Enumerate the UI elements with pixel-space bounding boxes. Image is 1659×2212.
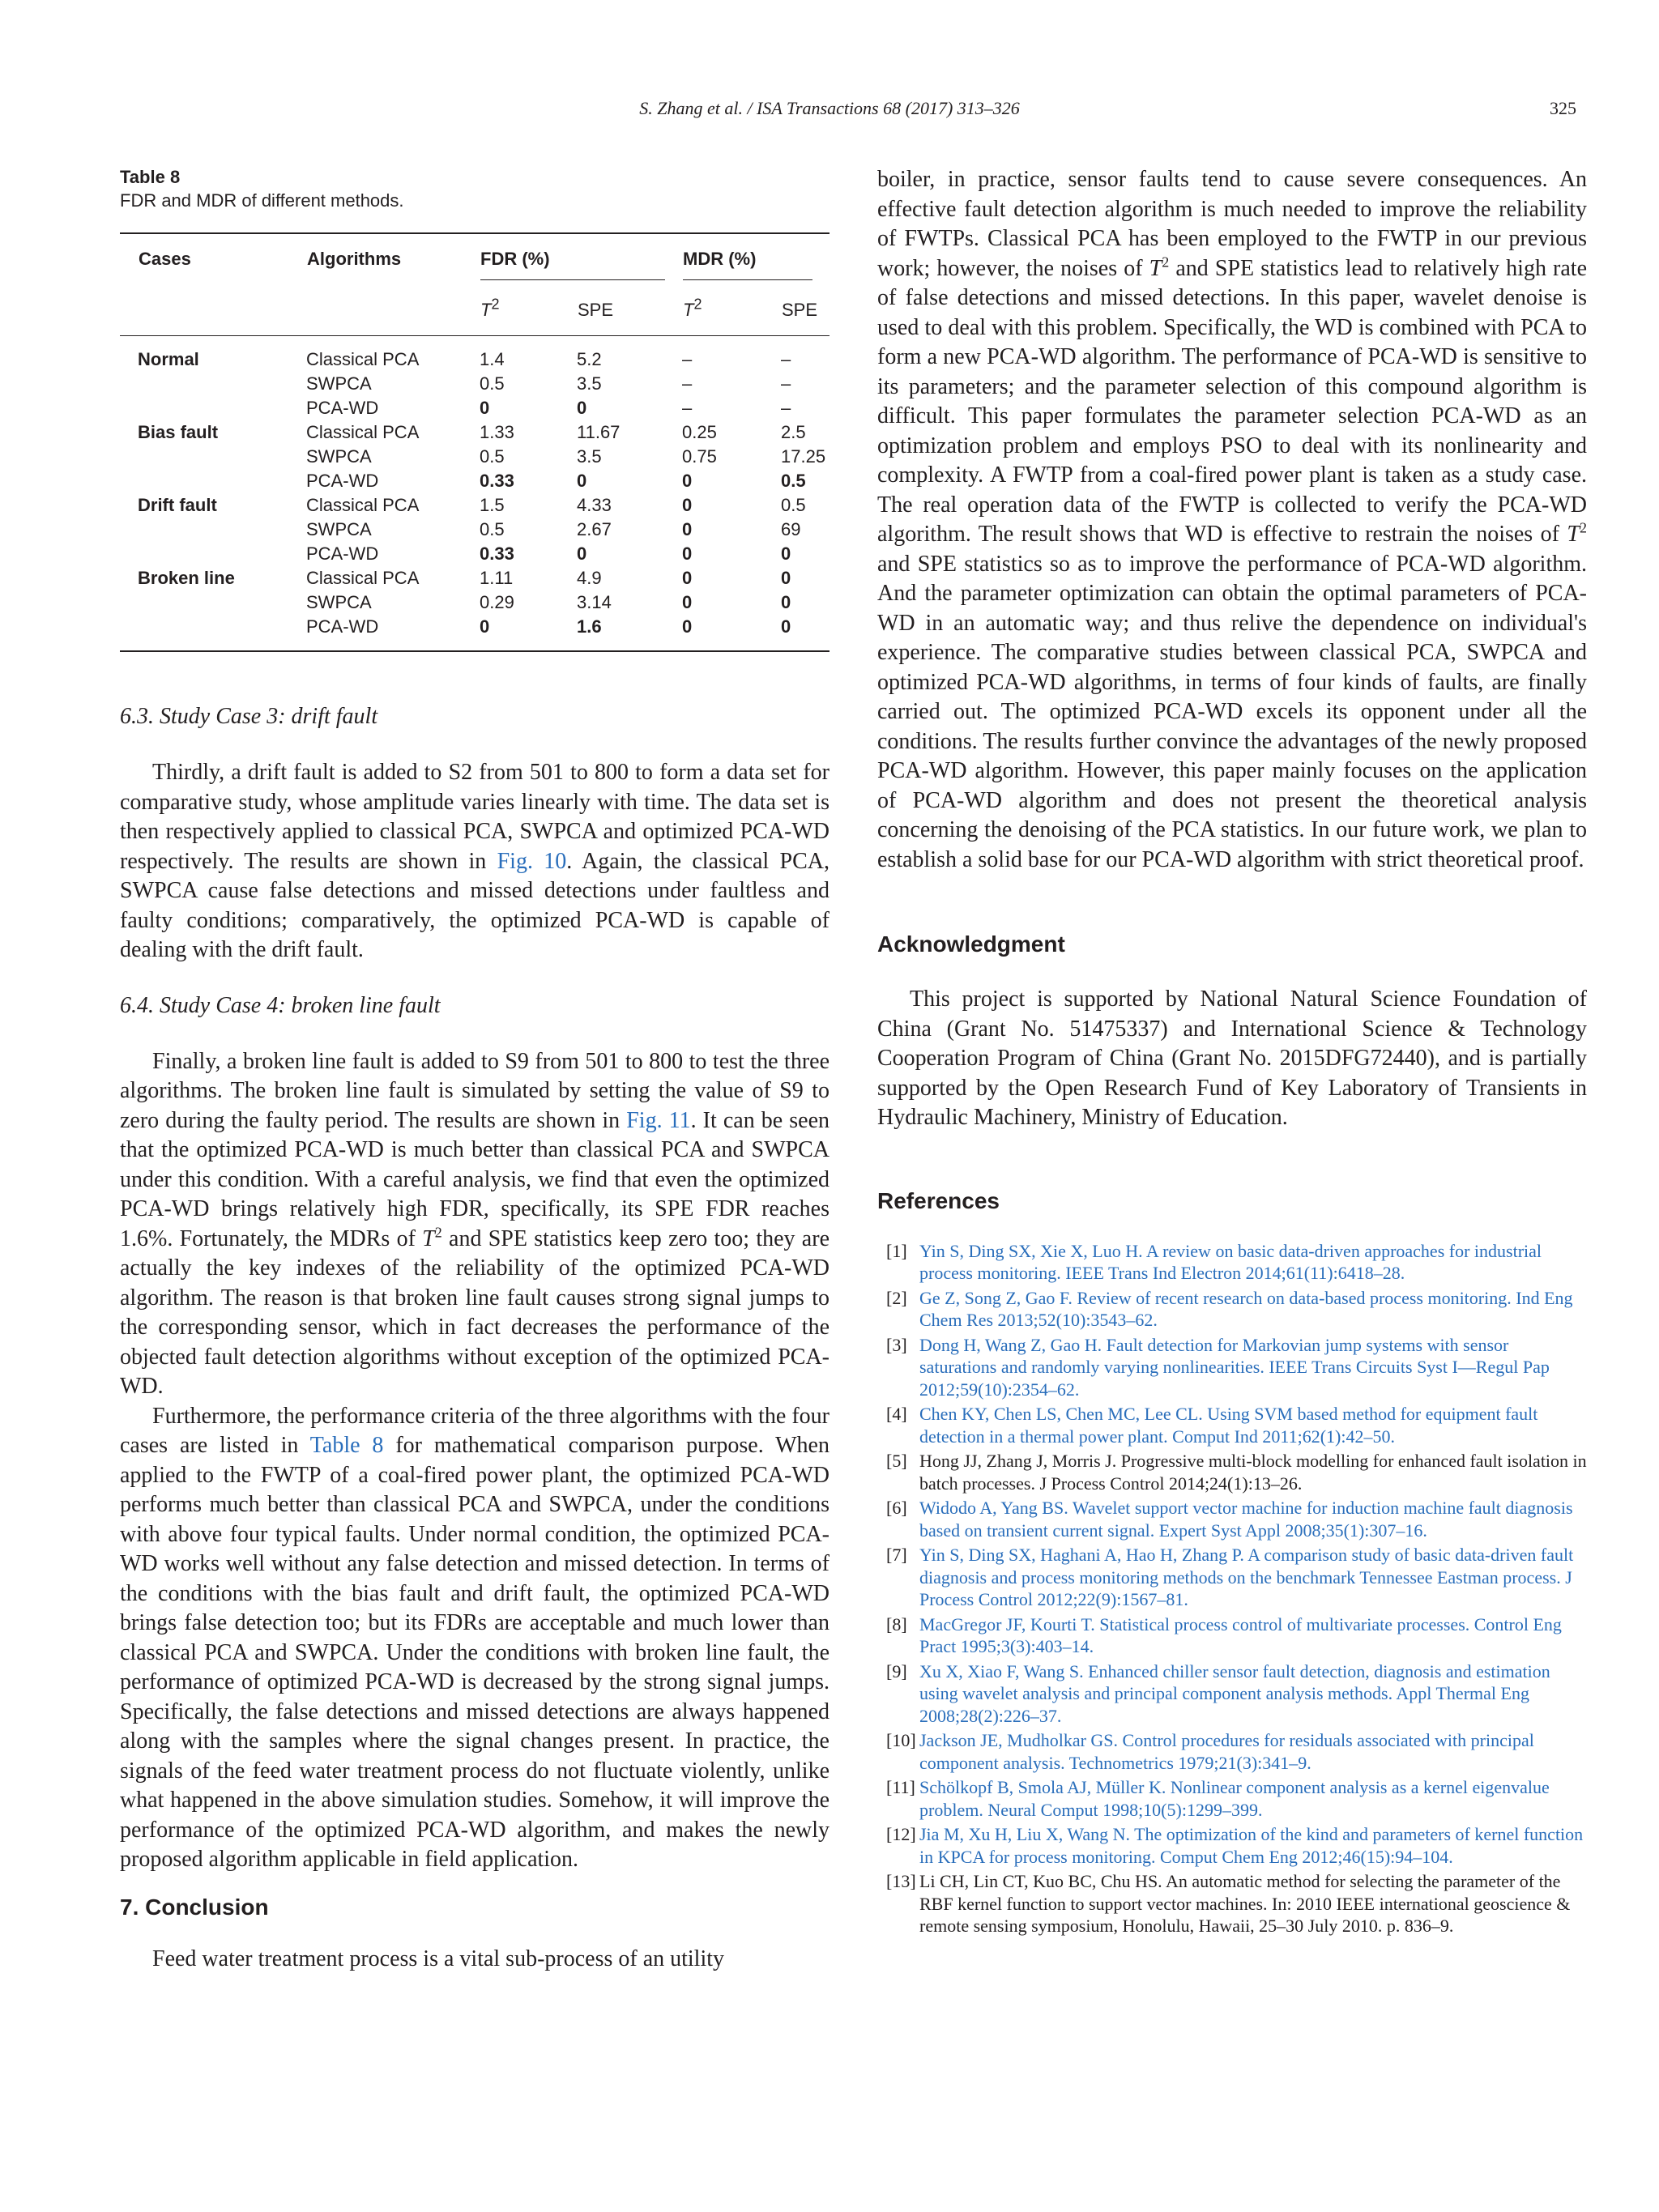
table-caption [120,165,830,212]
reference-number: [11] [886,1777,915,1797]
col-header-mdr-spe: SPE [781,288,830,336]
cell-fdr-t2: 0.29 [480,592,514,612]
cell-fdr-t2: 0.33 [480,471,514,491]
cell-fdr-t2: 0.5 [480,373,505,394]
acknowledgment-text: This project is supported by National Natural Science Foundation of China (Grant No. 51475337) and International Science & Technology Cooperation Program of China (Grant No. 2015DFG72440), and is partially supported by the Open Research Fund of Key Laboratory of Transients in Hydraulic Machinery, Ministry of Education. [877,987,1587,1130]
reference-number: [8] [886,1613,907,1634]
reference-text[interactable]: MacGregor JF, Kourti T. Statistical process control of multivariate processes. Control Eng Pract 1995;3(3):403–14. [919,1613,1562,1656]
fig-10-link[interactable]: Fig. 10 [497,848,567,874]
cell-fdr-t2: 0.5 [480,519,505,539]
reference-number: [13] [886,1871,916,1891]
cell-mdr-t2: 0.75 [682,446,717,467]
cell-case [138,396,306,420]
table-row [120,396,830,420]
cell-mdr-spe: 0 [781,543,791,564]
reference-item [877,1823,1587,1868]
reference-text[interactable]: Schölkopf B, Smola AJ, Müller K. Nonlinear component analysis as a kernel eigenvalue problem. Neural Comput 1998;10(5):1299–399. [919,1777,1550,1820]
cell-alg: Classical PCA [306,349,420,369]
reference-item [877,1240,1587,1285]
cell-mdr-t2: – [682,349,693,369]
reference-item [877,1334,1587,1401]
cell-mdr-spe: – [781,398,791,418]
results-table [120,232,830,652]
cell-fdr-t2: 0 [480,398,490,418]
cell-alg: Classical PCA [306,422,420,442]
cell-mdr-t2: 0.25 [682,422,717,442]
table-row [120,542,830,566]
reference-text[interactable]: Yin S, Ding SX, Haghani A, Hao H, Zhang P. A comparison study of basic data-driven fault diagnosis and process monitoring methods on the benchmark Tennessee Eastman process. J Process Control 2012;22(9):1567–81. [919,1545,1574,1609]
cell-alg: SWPCA [306,519,372,539]
reference-item [877,1403,1587,1447]
cell-fdr-t2: 1.4 [480,349,505,369]
col-header-fdr: FDR (%) [480,233,682,288]
cell-fdr-spe: 0 [577,398,587,418]
reference-text[interactable]: Chen KY, Chen LS, Chen MC, Lee CL. Using SVM based method for equipment fault detection in a thermal power plant. Comput Ind 2011;62(1):42–50. [919,1404,1538,1447]
cell-alg: PCA-WD [306,398,379,418]
cell-mdr-spe: 0 [781,615,830,651]
cell-case [138,372,306,396]
reference-item [877,1660,1587,1728]
section-6-3-paragraph: Thirdly, a drift fault is added to S2 from 501 to 800 to form a data set for comparative study, whose amplitude varies linearly with time. The data set is then respectively applied to classical PCA, SWPCA and optimized PCA-WD respectively. The results are shown in Fig. 10. Again, the classical PCA, SWPCA cause false detections and missed detections under faultless and faulty conditions; comparatively, the optimized PCA-WD is capable of dealing with the drift fault. [120,760,830,962]
cell-fdr-spe: 3.5 [577,373,602,394]
reference-number: [7] [886,1545,907,1565]
running-title: S. Zhang et al. / ISA Transactions 68 (2017) 313–326 [639,98,1020,118]
reference-text[interactable]: Xu X, Xiao F, Wang S. Enhanced chiller sensor fault detection, diagnosis and estimation using wavelet analysis and principal component analysis methods. Appl Thermal Eng 2008;28(2):226–37. [919,1660,1550,1726]
cell-case [138,542,306,566]
cell-mdr-spe: 2.5 [781,422,806,442]
cell-mdr-spe: 0.5 [781,495,806,515]
cell-fdr-t2: 1.33 [480,422,514,442]
cell-mdr-spe: 17.25 [781,446,826,467]
cell-mdr-spe: 69 [781,519,801,539]
cell-mdr-spe: – [781,349,791,369]
cell-mdr-t2: 0 [682,615,781,651]
cell-mdr-t2: – [682,398,693,418]
table-row [120,566,830,590]
cell-fdr-spe: 3.5 [577,446,602,467]
reference-number: [10] [886,1730,916,1750]
cell-fdr-t2: 1.11 [480,568,514,588]
cell-mdr-t2: – [682,373,693,394]
cell-case [138,518,306,542]
cell-mdr-t2: 0 [682,495,693,515]
cell-fdr-t2: 0 [480,615,577,651]
cell-mdr-t2: 0 [682,592,693,612]
references-list [877,1240,1587,1937]
table-row [120,518,830,542]
reference-number: [1] [886,1240,907,1261]
cell-alg: Classical PCA [306,568,420,588]
section-7-heading: 7. Conclusion [120,1894,269,1920]
cell-alg: SWPCA [306,592,372,612]
cell-alg: PCA-WD [306,471,379,491]
reference-number: [9] [886,1660,907,1681]
fig-11-link[interactable]: Fig. 11 [626,1107,691,1133]
cell-case: Broken line [138,568,235,588]
cell-case [138,445,306,469]
cell-case [138,590,306,615]
cell-alg: PCA-WD [306,543,379,564]
cell-mdr-spe: 0 [781,592,791,612]
cell-fdr-spe: 2.67 [577,519,612,539]
cell-mdr-t2: 0 [682,568,693,588]
cell-fdr-spe: 11.67 [577,422,621,442]
cell-fdr-spe: 4.9 [577,568,602,588]
reference-item [877,1729,1587,1774]
cell-case [138,469,306,493]
right-column [877,165,1587,1940]
reference-item [877,1776,1587,1821]
page-number: 325 [1550,98,1576,118]
col-header-mdr: MDR (%) [682,233,830,288]
conclusion-paragraph-continued: boiler, in practice, sensor faults tend to cause severe consequences. An effective fault detection algorithm is much needed to improve the reliability of FWTPs. Classical PCA has been employed to the FWTP in our previous work; however, the noises of $T^2$ and SPE statistics lead to relatively high rate of false detections and missed detections. In this paper, wavelet denoise is used to deal with this problem. Specifically, the WD is combined with PCA to form a new PCA-WD algorithm. The performance of PCA-WD is sensitive to its parameters; and the parameter selection of this compound algorithm is difficult. This paper formulates the parameter selection PCA-WD as an optimization problem and employs PSO to deal with its nonlinearity and complexity. A FWTP from a coal-fired power plant is taken as a study case. The real operation data of the FWTP is collected to verify the PCA-WD algorithm. The result shows that WD is effective to restrain the noises of $T^2$ and SPE statistics so as to improve the performance of PCA-WD algorithm. And the parameter optimization can obtain the optimal parameters of PCA-WD in an automatic way; and thus relive the dependence on individual's experience. The comparative studies between classical PCA, SWPCA and optimized PCA-WD algorithms, in terms of four kinds of faults, are finally carried out. The optimized PCA-WD excels its opponent under all the conditions. The results further convince the advantages of the newly proposed PCA-WD algorithm. However, this paper mainly focuses on the application of PCA-WD algorithm and does not present the theoretical analysis concerning the denoising of the PCA statistics. In our future work, we plan to establish a solid base for our PCA-WD algorithm with strict theoretical proof. [877,167,1588,872]
table-row [120,445,830,469]
reference-item [877,1544,1587,1611]
section-6-4-heading: 6.4. Study Case 4: broken line fault [120,992,441,1018]
cell-fdr-spe: 0 [577,543,587,564]
cell-alg: PCA-WD [306,615,480,651]
cell-alg: SWPCA [306,373,372,394]
col-header-fdr-t2: $T^2$ [480,288,577,336]
cell-case [138,615,306,651]
cell-fdr-spe: 4.33 [577,495,612,515]
cell-mdr-spe: 0 [781,568,791,588]
cell-fdr-t2: 0.5 [480,446,505,467]
cell-fdr-spe: 3.14 [577,592,612,612]
reference-number: [5] [886,1451,907,1471]
reference-number: [6] [886,1498,907,1518]
reference-text[interactable]: Jackson JE, Mudholkar GS. Control procedures for residuals associated with principal component analysis. Technometrics 1979;21(3):341–9. [919,1730,1534,1773]
col-header-fdr-spe: SPE [577,288,682,336]
cell-alg: SWPCA [306,446,372,467]
col-header-algorithms: Algorithms [306,233,480,288]
conclusion-paragraph-start: Feed water treatment process is a vital sub-process of an utility [152,1946,725,1971]
table-row [120,469,830,493]
reference-item [877,1450,1587,1494]
col-header-mdr-t2: $T^2$ [682,288,781,336]
table-row [120,372,830,396]
reference-number: [2] [886,1287,907,1308]
table-8-link[interactable]: Table 8 [309,1433,384,1458]
table-label: Table 8 [120,167,181,187]
reference-text[interactable]: Ge Z, Song Z, Gao F. Review of recent research on data-based process monitoring. Ind Eng Chem Res 2013;52(10):3543–62. [919,1287,1573,1330]
cell-alg: Classical PCA [306,495,420,515]
reference-text: Li CH, Lin CT, Kuo BC, Chu HS. An automatic method for selecting the parameter of the RBF kernel function to support vector machines. In: 2010 IEEE international geoscience & remote sensing symposium, Honolulu, Hawaii, 25–30 July 2010. p. 836–9. [919,1871,1571,1936]
reference-text[interactable]: Jia M, Xu H, Liu X, Wang N. The optimization of the kind and parameters of kernel function in KPCA for process monitoring. Comput Chem Eng 2012;46(15):94–104. [919,1824,1584,1867]
reference-number: [4] [886,1404,907,1424]
table-row [120,615,830,651]
reference-item [877,1613,1587,1658]
reference-number: [12] [886,1824,916,1844]
col-header-cases: Cases [138,233,306,288]
cell-mdr-t2: 0 [682,471,693,491]
reference-text[interactable]: Dong H, Wang Z, Gao H. Fault detection for Markovian jump systems with sensor saturations and randomly varying nonlinearities. IEEE Trans Circuits Syst I—Regul Pap 2012;59(10):2354–62. [919,1334,1550,1400]
reference-item [877,1497,1587,1541]
cell-fdr-spe: 5.2 [577,349,602,369]
cell-fdr-t2: 1.5 [480,495,505,515]
reference-item [877,1287,1587,1332]
left-column [120,165,830,1974]
table-caption-text: FDR and MDR of different methods. [120,190,404,211]
cell-mdr-t2: 0 [682,519,693,539]
table-row [120,590,830,615]
table-row [120,336,830,373]
cell-mdr-spe: – [781,373,791,394]
reference-item [877,1870,1587,1937]
cell-case: Normal [138,349,199,369]
cell-mdr-spe: 0.5 [781,471,806,491]
cell-case: Bias fault [138,422,219,442]
section-6-3-heading: 6.3. Study Case 3: drift fault [120,704,378,729]
acknowledgment-heading: Acknowledgment [877,931,1065,957]
section-6-4-paragraph-2: Furthermore, the performance criteria of the three algorithms with the four cases are listed in Table 8 for mathematical comparison purpose. When applied to the FWTP of a coal-fired power plant, the optimized PCA-WD performs much better than classical PCA and SWPCA, under the conditions with above four typical faults. Under normal condition, the optimized PCA-WD works well without any false detection and missed detection. In terms of the conditions with the bias fault and drift fault, the optimized PCA-WD brings false detection too; but its FDRs are acceptable and much lower than classical PCA and SWPCA. Under the conditions with broken line fault, the performance of optimized PCA-WD is decreased by the strong signal jumps. Specifically, the false detections and missed detections are always happened along with the samples where the signal changes present. In practice, the signals of the feed water treatment process do not fluctuate violently, unlike what happened in the above simulation studies. Somehow, it will improve the performance of the optimized PCA-WD algorithm, and makes the newly proposed algorithm applicable in field application. [120,1403,830,1872]
cell-fdr-spe: 1.6 [577,615,682,651]
cell-case: Drift fault [138,495,217,515]
reference-text: Hong JJ, Zhang J, Morris J. Progressive multi-block modelling for enhanced fault isolation in batch processes. J Process Control 2014;24(1):13–26. [919,1451,1587,1494]
cell-fdr-spe: 0 [577,471,587,491]
references-heading: References [877,1187,1000,1213]
cell-mdr-t2: 0 [682,543,693,564]
table-row [120,493,830,518]
cell-fdr-t2: 0.33 [480,543,514,564]
reference-text[interactable]: Yin S, Ding SX, Xie X, Luo H. A review on basic data-driven approaches for industrial process monitoring. IEEE Trans Ind Electron 2014;61(11):6418–28. [919,1240,1542,1283]
reference-number: [3] [886,1334,907,1355]
section-6-4-paragraph-1: Finally, a broken line fault is added to S9 from 501 to 800 to test the three algorithms. The broken line fault is simulated by setting the value of S9 to zero during the faulty period. The results are shown in Fig. 11. It can be seen that the optimized PCA-WD is much better than classical PCA and SWPCA under this condition. With a careful analysis, we find that even the optimized PCA-WD brings relatively high FDR, specifically, its SPE FDR reaches 1.6%. Fortunately, the MDRs of $T^2$ and SPE statistics keep zero too; they are actually the key indexes of the reliability of the optimized PCA-WD algorithm. The reason is that broken line fault causes strong signal jumps to the corresponding sensor, which in fact decreases the performance of the objected fault detection algorithms without exception of the optimized PCA-WD. [120,1048,830,1399]
table-row [120,420,830,445]
reference-text[interactable]: Widodo A, Yang BS. Wavelet support vector machine for induction machine fault diagnosis based on transient current signal. Expert Syst Appl 2008;35(1):307–16. [919,1498,1573,1541]
